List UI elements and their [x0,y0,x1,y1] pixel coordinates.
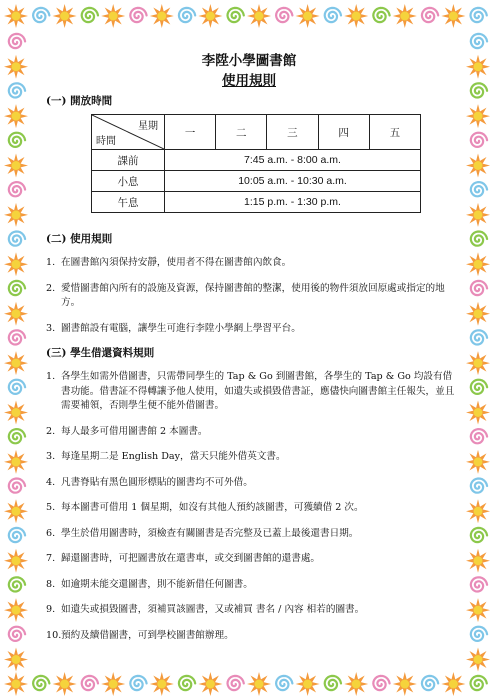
sun-flower-icon [466,549,490,573]
item-text: 學生於借用圖書時，須檢查有關圖書是否完整及已蓋上最後還書日期。 [61,527,359,539]
swirl-icon [422,8,438,22]
sun-flower-icon [150,4,174,28]
swirl-icon [471,232,487,246]
sun-flower-icon [466,351,490,375]
swirl-icon [9,330,25,344]
swirl-icon [9,281,25,295]
sun-flower-icon [101,4,125,28]
swirl-icon [276,8,292,22]
swirl-icon [9,232,25,246]
list-item [46,476,458,491]
sun-flower-icon [4,4,28,28]
period-time: 1:15 p.m. - 1:30 p.m. [165,192,421,213]
sun-flower-icon [4,302,28,326]
sun-flower-icon [466,154,490,178]
item-text: 愛惜圖書館內所有的設施及資源，保持圖書館的整潔，使用後的物件須放回原處或指定的地方。 [61,282,445,308]
swirl-icon [276,676,292,690]
swirl-icon [471,330,487,344]
opening-hours-table [91,114,421,213]
period-time: 10:05 a.m. - 10:30 a.m. [165,171,421,192]
list-item [46,425,458,440]
swirl-icon [373,8,389,22]
swirl-icon [471,676,487,690]
sun-flower-icon [4,154,28,178]
sun-flower-icon [441,4,465,28]
document-subtitle: 使用規則 [222,73,276,89]
item-number: 4. [46,476,56,488]
table-row [92,150,421,171]
swirl-icon [130,8,146,22]
day-header: 一 [165,115,216,150]
sun-flower-icon [4,672,28,696]
sun-flower-icon [466,252,490,276]
list-item [46,629,458,644]
document-body [40,40,458,660]
corner-label-time: 時間 [96,136,116,147]
swirl-icon [9,479,25,493]
sun-flower-icon [393,672,417,696]
sun-flower-icon [198,4,222,28]
swirl-icon [471,34,487,48]
list-item [46,501,458,516]
sun-flower-icon [101,672,125,696]
list-item [46,603,458,618]
item-number: 1. [46,371,56,382]
sun-flower-icon [53,4,77,28]
swirl-icon [9,627,25,641]
list-item [46,450,458,465]
swirl-icon [471,83,487,97]
item-text: 每逢星期二是 English Day，當天只能外借英文書。 [61,451,286,462]
item-number: 8. [46,578,56,590]
table-row [92,171,421,192]
sun-flower-icon [150,672,174,696]
sun-flower-icon [4,450,28,474]
swirl-icon [9,528,25,542]
day-header: 五 [369,115,420,150]
swirl-icon [471,133,487,147]
swirl-icon [9,133,25,147]
swirl-icon [471,8,487,22]
period-label: 午息 [92,192,165,213]
table-corner-cell [92,115,165,150]
period-label: 課前 [92,150,165,171]
item-text: 歸還圖書時，可把圖書放在還書車，或交到圖書館的還書處。 [61,553,321,564]
sun-flower-icon [4,203,28,227]
swirl-icon [179,676,195,690]
item-text: 預約及續借圖書，可到學校圖書館辦理。 [61,629,234,641]
sun-flower-icon [466,104,490,128]
swirl-icon [33,8,49,22]
section-heading-usage-rules: (二) 使用規則 [46,233,113,245]
list-item [46,322,458,337]
table-header-row [92,115,421,150]
item-number: 10. [46,629,62,641]
sun-flower-icon [4,55,28,79]
list-item [46,527,458,542]
sun-flower-icon [4,401,28,425]
item-number: 2. [46,425,56,437]
sun-flower-icon [466,401,490,425]
list-item [46,370,458,414]
item-number: 1. [46,257,56,268]
table-row [92,192,421,213]
sun-flower-icon [4,598,28,622]
sun-flower-icon [198,672,222,696]
swirl-icon [471,627,487,641]
sun-flower-icon [4,104,28,128]
swirl-icon [82,676,98,690]
item-text: 如逾期未能交還圖書，則不能新借任何圖書。 [61,578,253,590]
swirl-icon [471,281,487,295]
swirl-icon [9,34,25,48]
swirl-icon [9,429,25,443]
sun-flower-icon [247,672,271,696]
day-header: 二 [216,115,267,150]
swirl-icon [33,676,49,690]
sun-flower-icon [296,4,320,28]
sun-flower-icon [466,203,490,227]
item-text: 在圖書館內須保持安靜，使用者不得在圖書館內飲食。 [61,257,292,268]
sun-flower-icon [4,351,28,375]
swirl-icon [471,182,487,196]
item-text: 每人最多可借用圖書館 2 本圖書。 [61,425,208,437]
document-title: 李陞小學圖書館 [201,53,297,69]
swirl-icon [373,676,389,690]
item-number: 3. [46,451,56,462]
swirl-icon [325,676,341,690]
swirl-icon [9,83,25,97]
period-time: 7:45 a.m. - 8:00 a.m. [165,150,421,171]
swirl-icon [422,676,438,690]
item-text: 每本圖書可借用 1 個星期，如沒有其他人預約該圖書，可獲續借 2 次。 [61,502,364,513]
item-number: 6. [46,527,56,539]
item-number: 2. [46,282,56,294]
sun-flower-icon [441,672,465,696]
item-text: 各學生如需外借圖書，只需帶同學生的 Tap & Go 到圖書館，各學生的 Tap & Go 均設有借書功能。借書証不得轉讓予他人使用，如遺失或損毀借書証，應儘快向圖書館主任報失，並且需要補領，否則學生便不能外借圖書。 [61,371,455,411]
sun-flower-icon [4,648,28,672]
sun-flower-icon [466,302,490,326]
swirl-icon [9,182,25,196]
item-number: 5. [46,502,56,513]
day-header: 三 [267,115,318,150]
corner-label-weekday: 星期 [138,121,158,132]
swirl-icon [471,429,487,443]
sun-flower-icon [296,672,320,696]
period-label: 小息 [92,171,165,192]
sun-flower-icon [4,252,28,276]
list-item [46,578,458,593]
item-text: 如遺失或損毀圖書，須補買該圖書，又或補買 書名 / 內容 相若的圖書。 [61,604,365,615]
item-text: 圖書館設有電腦，讓學生可進行李陞小學網上學習平台。 [61,322,301,334]
sun-flower-icon [466,499,490,523]
usage-rules-list [40,256,458,336]
list-item [46,256,458,271]
sun-flower-icon [466,648,490,672]
list-item [46,282,458,311]
swirl-icon [325,8,341,22]
swirl-icon [228,8,244,22]
item-number: 9. [46,604,56,615]
list-item [46,552,458,567]
sun-flower-icon [53,672,77,696]
swirl-icon [471,380,487,394]
swirl-icon [471,479,487,493]
item-text: 凡書脊貼有黑色圓形標貼的圖書均不可外借。 [61,476,253,488]
sun-flower-icon [344,672,368,696]
sun-flower-icon [4,499,28,523]
swirl-icon [179,8,195,22]
swirl-icon [228,676,244,690]
swirl-icon [9,577,25,591]
loan-rules-list [40,370,458,643]
swirl-icon [471,528,487,542]
swirl-icon [471,577,487,591]
sun-flower-icon [466,598,490,622]
swirl-icon [82,8,98,22]
item-number: 7. [46,553,56,564]
sun-flower-icon [466,55,490,79]
sun-flower-icon [247,4,271,28]
sun-flower-icon [344,4,368,28]
swirl-icon [130,676,146,690]
swirl-icon [9,380,25,394]
day-header: 四 [318,115,369,150]
section-heading-loan-rules: (三) 學生借還資料規則 [46,347,155,359]
item-number: 3. [46,322,56,334]
section-heading-opening-hours: (一) 開放時間 [46,95,113,107]
sun-flower-icon [4,549,28,573]
sun-flower-icon [393,4,417,28]
sun-flower-icon [466,450,490,474]
